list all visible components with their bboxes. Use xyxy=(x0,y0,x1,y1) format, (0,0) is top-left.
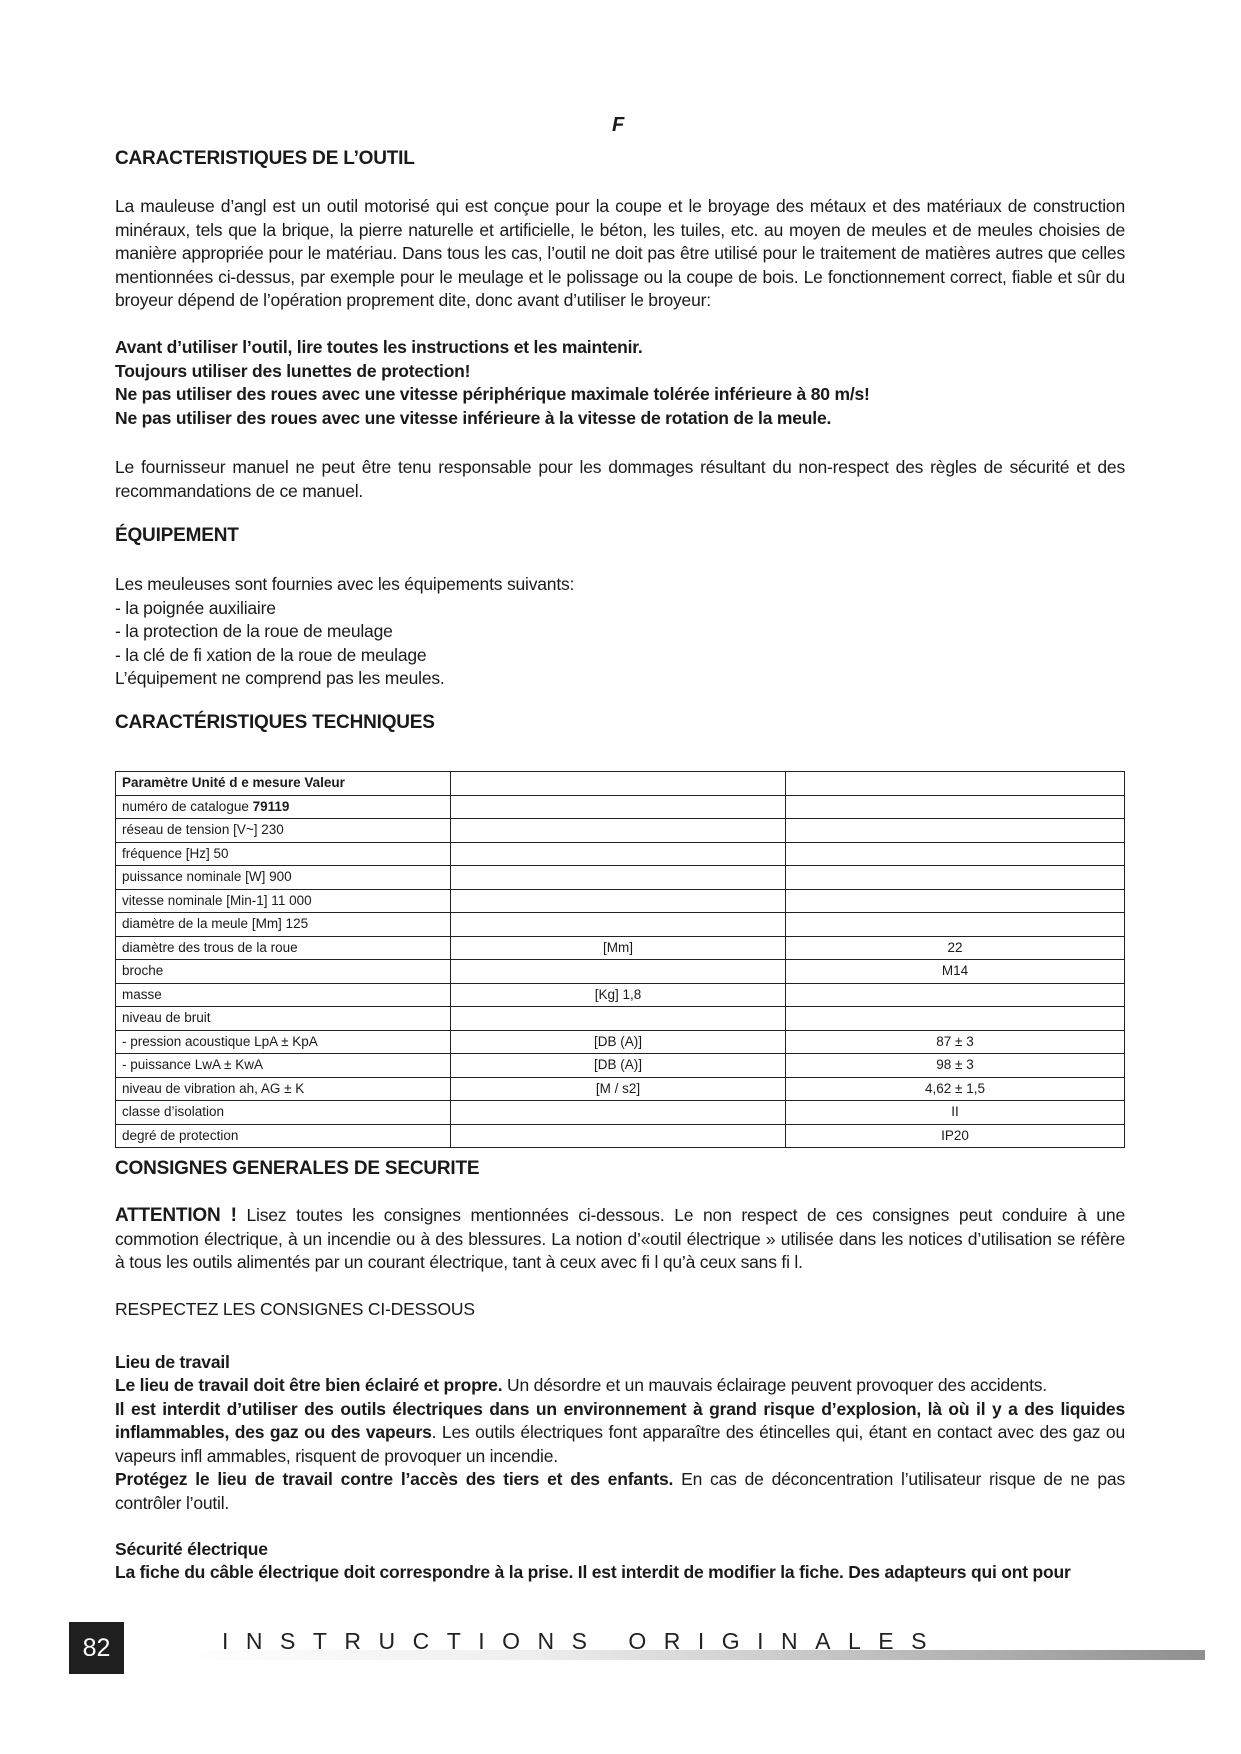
table-cell xyxy=(786,889,1125,913)
list-item: - la poignée auxiliaire xyxy=(115,597,276,618)
table-row xyxy=(116,889,1125,913)
catalogue-number: 79119 xyxy=(252,798,290,814)
table-row xyxy=(116,1101,1125,1125)
list-item: - la protection de la roue de meulage xyxy=(115,621,393,641)
warning-line: Avant d’utiliser l’outil, lire toutes les instructions et les maintenir. xyxy=(115,337,643,357)
table-row xyxy=(116,1030,1125,1054)
table-cell: vitesse nominale [Min-1] 11 000 xyxy=(116,889,451,913)
attention-label: ATTENTION ! xyxy=(115,1205,237,1226)
table-cell xyxy=(786,913,1125,937)
liability-paragraph: Le fournisseur manuel ne peut être tenu responsable pour les dommages résultant du non-respect des règles de sécurité et des recommandations de ce manuel. xyxy=(115,457,1125,501)
rule-text: En cas de déconcentration l’utilisateur risque de ne pas contrôler l’outil. xyxy=(115,1469,1126,1513)
table-cell: réseau de tension [V~] 230 xyxy=(116,819,451,843)
section-title-safety: CONSIGNES GENERALES DE SECURITE xyxy=(115,1158,480,1179)
table-cell: 87 ± 3 xyxy=(786,1030,1125,1054)
table-cell xyxy=(116,795,451,819)
table-cell: 4,62 ± 1,5 xyxy=(786,1077,1125,1101)
table-cell: classe d’isolation xyxy=(116,1101,451,1125)
respect-instructions-line: RESPECTEZ LES CONSIGNES CI-DESSOUS xyxy=(115,1299,475,1319)
page-number: 82 xyxy=(69,1622,124,1674)
warning-line: Ne pas utiliser des roues avec une vitesse périphérique maximale tolérée inférieure à 80 m/s! xyxy=(115,384,870,404)
table-cell xyxy=(451,889,786,913)
table-cell xyxy=(451,1101,786,1125)
subsection-title-electrical-safety: Sécurité électrique xyxy=(115,1539,268,1559)
table-row xyxy=(116,1007,1125,1031)
table-cell xyxy=(786,1007,1125,1031)
tool-description-paragraph: La mauleuse d’angl est un outil motorisé qui est conçue pour la coupe et le broyage des métaux et des matériaux de construction minéraux, tels que la brique, la pierre naturelle et artificielle, le béton, les tuiles, etc. au moyen de meules et de meules choisies de manière appropriée pour le matériau. Dans tous les cas, l’outil ne doit pas être utilisé pour le traitement de matières autres que celles mentionnées ci-dessus, par exemple pour le meulage et le polissage ou la coupe de bois. Le fonctionnement correct, fiable et sûr du broyeur dépend de l’opération proprement dite, donc avant d’utiliser le broyeur: xyxy=(115,196,1125,310)
section-title-equipment: ÉQUIPEMENT xyxy=(115,525,239,546)
table-row xyxy=(116,983,1125,1007)
table-cell: [Mm] xyxy=(451,936,786,960)
rule-bold: Le lieu de travail doit être bien éclairé et propre. xyxy=(115,1375,503,1395)
table-cell: IP20 xyxy=(786,1124,1125,1148)
warning-line: Toujours utiliser des lunettes de protection! xyxy=(115,360,471,381)
section-title-technical-specs: CARACTÉRISTIQUES TECHNIQUES xyxy=(115,712,435,733)
table-cell: - puissance LwA ± KwA xyxy=(116,1054,451,1078)
table-row xyxy=(116,960,1125,984)
equipment-intro: Les meuleuses sont fournies avec les équipements suivants: xyxy=(115,574,575,594)
table-cell: diamètre des trous de la roue xyxy=(116,936,451,960)
table-header-cell: Paramètre Unité d e mesure Valeur xyxy=(116,772,451,796)
language-marker: F xyxy=(612,114,625,136)
warning-line: Ne pas utiliser des roues avec une vitesse inférieure à la vitesse de rotation de la meule. xyxy=(115,407,832,428)
table-row xyxy=(116,936,1125,960)
table-cell: M14 xyxy=(786,960,1125,984)
table-cell: - pression acoustique LpA ± KpA xyxy=(116,1030,451,1054)
table-row xyxy=(116,1124,1125,1148)
rule-paragraph xyxy=(115,1398,1125,1469)
table-cell: [DB (A)] xyxy=(451,1054,786,1078)
attention-paragraph xyxy=(115,1204,1125,1275)
table-cell: II xyxy=(786,1101,1125,1125)
cell-label: numéro de catalogue xyxy=(122,798,253,814)
warnings-block xyxy=(115,336,1125,430)
table-cell xyxy=(451,866,786,890)
table-row xyxy=(116,913,1125,937)
table-cell xyxy=(451,913,786,937)
section-title-tool-characteristics: CARACTERISTIQUES DE L’OUTIL xyxy=(115,148,415,169)
subsection-title-workplace: Lieu de travail xyxy=(115,1352,230,1372)
equipment-list xyxy=(115,573,1125,691)
table-cell xyxy=(786,795,1125,819)
electrical-safety-text: La fiche du câble électrique doit correspondre à la prise. Il est interdit de modifier la fiche. Des adapteurs qui ont pour xyxy=(115,1562,1071,1582)
specifications-table xyxy=(115,771,1125,1148)
table-cell: degré de protection xyxy=(116,1124,451,1148)
rule-bold: Protégez le lieu de travail contre l’accès des tiers et des enfants. xyxy=(115,1469,674,1489)
rule-text: Un désordre et un mauvais éclairage peuvent provoquer des accidents. xyxy=(502,1375,1047,1395)
table-cell xyxy=(451,960,786,984)
table-header-row xyxy=(116,772,1125,796)
table-row xyxy=(116,866,1125,890)
table-cell: niveau de vibration ah, AG ± K xyxy=(116,1077,451,1101)
table-row xyxy=(116,1077,1125,1101)
table-cell xyxy=(786,842,1125,866)
table-cell xyxy=(786,819,1125,843)
table-cell: puissance nominale [W] 900 xyxy=(116,866,451,890)
table-row xyxy=(116,819,1125,843)
table-cell: masse xyxy=(116,983,451,1007)
table-cell: diamètre de la meule [Mm] 125 xyxy=(116,913,451,937)
table-cell xyxy=(451,819,786,843)
table-cell: [DB (A)] xyxy=(451,1030,786,1054)
table-cell xyxy=(451,795,786,819)
rule-paragraph xyxy=(115,1468,1125,1515)
table-cell: [Kg] 1,8 xyxy=(451,983,786,1007)
equipment-outro: L’équipement ne comprend pas les meules. xyxy=(115,668,445,688)
table-cell: broche xyxy=(116,960,451,984)
table-cell xyxy=(451,842,786,866)
table-cell: niveau de bruit xyxy=(116,1007,451,1031)
table-cell: 22 xyxy=(786,936,1125,960)
table-row xyxy=(116,1054,1125,1078)
table-cell xyxy=(786,983,1125,1007)
workplace-rules xyxy=(115,1374,1125,1515)
table-cell xyxy=(451,772,786,796)
table-cell xyxy=(451,1007,786,1031)
table-cell: [M / s2] xyxy=(451,1077,786,1101)
table-cell xyxy=(451,1124,786,1148)
table-cell xyxy=(786,772,1125,796)
table-row xyxy=(116,842,1125,866)
rule-paragraph xyxy=(115,1374,1125,1398)
table-cell: fréquence [Hz] 50 xyxy=(116,842,451,866)
table-row xyxy=(116,795,1125,819)
rule-text: . Les outils électriques font apparaître des étincelles qui, étant en contact avec des gaz ou vapeurs infl ammables, risquent de provoquer un incendie. xyxy=(115,1422,1125,1466)
list-item: - la clé de fi xation de la roue de meulage xyxy=(115,644,427,665)
table-cell xyxy=(786,866,1125,890)
attention-text: Lisez toutes les consignes mentionnées ci-dessous. Le non respect de ces consignes peut conduire à une commotion électrique, à un incendie ou à des blessures. La notion d’«outil électrique » utilisée dans les notices d’utilisation se réfère à tous les outils alimentés par un courant électrique, tant à ceux avec fi l qu’à ceux sans fi l. xyxy=(115,1205,1125,1272)
table-cell: 98 ± 3 xyxy=(786,1054,1125,1078)
rule-bold: Il est interdit d’utiliser des outils électriques dans un environnement à grand risque d’explosion, là où il y a des liquides inflammables, des gaz ou des vapeurs xyxy=(115,1398,1125,1442)
footer-title: INSTRUCTIONS ORIGINALES xyxy=(222,1628,944,1654)
